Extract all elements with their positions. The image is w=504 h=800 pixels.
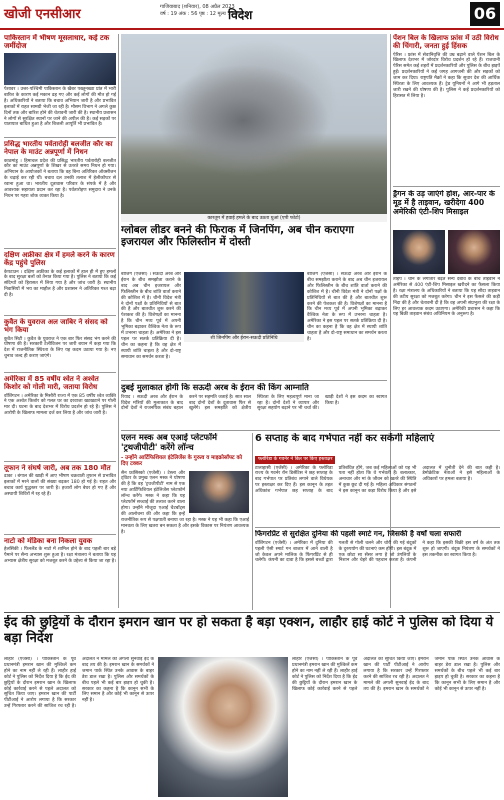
headline-africa: दक्षिण अफ्रीका क्षेत्र में हमले करने के कारण केंद्र पहुंचे पुलिस — [4, 251, 115, 268]
headline-america: अमेरिका में 85 वर्षीय श्वेत ने अश्वेत किशोर को गोली मारी, जताया विरोध — [4, 375, 99, 392]
dateline — [160, 4, 280, 18]
article-pregnancy — [255, 433, 500, 525]
divider — [4, 612, 500, 613]
imran-col3 — [292, 657, 500, 797]
body-america: वॉशिंगटन । अमेरिका के मिसौरी राज्य में एक 85 वर्षीय श्वेत व्यक्ति ने एक अश्वेत किशोर को गलत घर का दरवाजा खटखटाने पर गोली मार दी। घटना के बाद देशभर में विरोध प्रदर्शन हो रहे हैं। पुलिस ने आरोपी के खिलाफ मामला दर्ज कर लिया है और जांच जारी है। — [4, 393, 116, 417]
masthead — [0, 0, 504, 30]
main-photo-caption: कारतूम में हवाई हमले के बाद उठता धुआं (एपी फोटो) — [121, 214, 387, 222]
newspaper-logo: खोजी एनसीआर — [4, 7, 81, 22]
headline-dubai: दुबई मुलाकात होगी कि सऊदी अरब के ईरान की किंग आम्नाति — [121, 383, 309, 392]
headline-cyclone: तूफान ने संघर्ष जारी, अब तक 180 मौत — [4, 464, 111, 472]
divider — [4, 461, 116, 462]
body-pregnancy: टालाहासी (एजेंसी) । अमेरिका के फ्लोरिडा राज्य के गवर्नर रॉन डिसेंटिस ने छह सप्ताह के बाद गर्भपात पर प्रतिबंध लगाने वाले विधेयक पर हस्ताक्षर कर दिए हैं। इस कानून के तहत अधिकांश गर्भपात छह सप्ताह के बाद प्रतिबंधित होंगे, जब कई महिलाओं को यह भी पता नहीं होता कि वे गर्भवती हैं। बलात्कार, अनाचार और मां के जीवन को खतरे की स्थिति में कुछ छूट दी गई है। महिला अधिकार संगठनों ने इस कानून का कड़ा विरोध किया है और इसे अदालत में चुनौती देने की बात कही है। डेमोक्रेटिक नेताओं ने इसे महिलाओं के अधिकारों पर हमला बताया है। — [255, 465, 500, 495]
headline-smart-gun: फिंगरप्रिंट से सुरक्षित दुनिया की पहली स्मार्ट गन, जिसकी है वर्षों चला सफारी — [255, 530, 462, 538]
headline-kuwait: कुवैत के युवराज अल जाबिर ने संसद को भंग किया — [4, 318, 108, 335]
article-finland — [4, 537, 116, 607]
divider — [121, 380, 387, 381]
page-number: 06 — [470, 2, 500, 26]
body-ai-platform: सैन फ्रांसिस्को (एजेंसी) । टेस्ला और ट्विटर के प्रमुख एलन मस्क ने घोषणा की है कि वह 'ट्रथजीपीटी' नाम से एक नया आर्टिफिशियल इंटेलिजेंस प्लेटफॉर्म लॉन्च करेंगे। मस्क ने कहा कि यह प्लेटफॉर्म सच्चाई की तलाश करने वाला होगा। उन्होंने मौजूदा एआई चैटबॉट्स की आलोचना की और कहा कि इन्हें राजनीतिक रूप से पक्षपाती बनाया जा रहा है। मस्क ने यह भी कहा कि एआई मानवता के लिए खतरा बन सकता है और इसके विकास पर नियंत्रण आवश्यक है। — [121, 470, 249, 535]
body-kuwait: कुवैत सिटी । कुवैत के युवराज ने एक बार फिर संसद भंग करने की घोषणा की है। सरकारी टेलीविजन पर जारी बयान में कहा गया कि देश में राजनीतिक स्थिरता के लिए यह कदम उठाया गया है। नए चुनाव जल्द ही कराए जाएंगे। — [4, 336, 116, 360]
body-dubai: रियाद । सऊदी अरब और ईरान के विदेश मंत्रियों की मुलाकात के बाद दोनों देशों ने राजनयिक संबंध बहाल करने पर सहमति जताई है। सात साल बाद दोनों देशों के दूतावास फिर से खुलेंगे। इस समझौते को क्षेत्रीय स्थिरता के लिए महत्वपूर्ण माना जा रहा है। दोनों देशों ने व्यापार और सुरक्षा सहयोग बढ़ाने पर भी चर्चा की। खाड़ी देशों ने इस कदम का स्वागत किया है। — [121, 394, 387, 412]
photo-xi — [393, 230, 445, 274]
article-nepal — [4, 140, 116, 245]
article-africa — [4, 251, 116, 313]
global-leader-col1 — [121, 272, 181, 378]
headline-pregnancy: 6 सप्ताह के बाद गर्भपात नहीं कर सकेंगी महिलाएं — [255, 433, 435, 444]
article-france — [393, 34, 500, 184]
body-imran-continued: लाहौर (एजेंसी) । पाकिस्तान के पूर्व प्रधानमंत्री इमरान खान की मुश्किलें कम होने का नाम नहीं ले रही हैं। लाहौर हाई कोर्ट ने पुलिस को निर्देश दिया है कि ईद की छुट्टियों के दौरान इमरान खान के खिलाफ कोई कार्रवाई करने से पहले अदालत को सूचित किया जाए। इमरान खान की पार्टी पीटीआई ने आरोप लगाया है कि सरकार उन्हें गिरफ्तार करने की साजिश रच रही है। अदालत ने मामले की अगली सुनवाई ईद के बाद तय की है। इमरान खान के समर्थकों ने जमान पार्क स्थित उनके आवास के बाहर डेरा डाल रखा है। पुलिस और समर्थकों के बीच पहले भी कई बार झड़प हो चुकी है। सरकार का कहना है कि कानून सभी के लिए समान है और कोई भी कानून से ऊपर नहीं है। — [292, 657, 500, 692]
headline-france: पेंशन बिल के खिलाफ फ्रांस में उठी विरोध की चिंगारी, जनता हुई हिंसक — [393, 34, 499, 51]
divider — [393, 186, 500, 187]
divider — [4, 534, 116, 535]
body-taiwan: ताइपे । चीन के लगातार बढ़ते सैन्य दबाव के बीच ताइवान ने अमेरिका से 400 एंटी-शिप मिसाइल खरीदने का फैसला किया है। रक्षा मंत्रालय के अधिकारियों ने बताया कि यह सौदा ताइवान की तटीय सुरक्षा को मजबूत करेगा। चीन ने इस फैसले की कड़ी निंदा की है और चेतावनी दी है कि वह अपनी संप्रभुता की रक्षा के लिए हर आवश्यक कदम उठाएगा। अमेरिकी प्रशासन ने कहा कि यह बिक्री ताइवान संबंध अधिनियम के अनुरूप है। — [393, 277, 500, 318]
body-pak-rain: पेशावर । उत्तर-पश्चिमी पाकिस्तान के खैबर पख्तूनख्वा प्रांत में भारी बारिश के कारण कई मकान ढह गए और कई लोगों की मौत हो गई है। अधिकारियों ने बताया कि बचाव अभियान जारी है और प्रभावित इलाकों में राहत सामग्री भेजी जा रही है। मौसम विभाग ने अगले कुछ दिनों तक और बारिश होने की चेतावनी जारी की है। स्थानीय प्रशासन ने लोगों से सुरक्षित स्थानों पर जाने की अपील की है। कई सड़कों पर यातायात बाधित हुआ है और बिजली आपूर्ति भी प्रभावित है। — [4, 86, 116, 128]
divider — [4, 248, 116, 249]
photo-tsai — [448, 230, 500, 274]
headline-nepal: प्रसिद्ध भारतीय पर्वतारोही बलजीत कौर का नेपाल के माउंट अन्नपूर्णा में निधन — [4, 140, 113, 157]
dateline-issue: वर्ष : 19 अंक : 56 पृष्ठ : 12 मूल्य : 2 रुपये — [160, 11, 245, 17]
divider — [121, 430, 500, 431]
body-cyclone: ढाका । बंगाल की खाड़ी में आए भीषण चक्रवाती तूफान से प्रभावित इलाकों में मरने वालों की संख्या बढ़कर 180 हो गई है। राहत और बचाव कार्य युद्धस्तर पर जारी है। हजारों लोग बेघर हो गए हैं और अस्थायी शिविरों में रह रहे हैं। — [4, 474, 116, 497]
section-title: विदेश — [228, 8, 253, 22]
photo-pak-rain — [4, 53, 116, 85]
body-france: पेरिस । फ्रांस में सेवानिवृत्ति की उम्र बढ़ाने वाले पेंशन बिल के खिलाफ देशभर में जोरदार विरोध प्रदर्शन हो रहे हैं। राजधानी पेरिस समेत कई शहरों में प्रदर्शनकारियों और पुलिस के बीच झड़पें हुईं। प्रदर्शनकारियों ने कई जगह आगजनी की और सड़कों को जाम कर दिया। राष्ट्रपति मैक्रों ने कहा कि सुधार देश की आर्थिक स्थिरता के लिए आवश्यक हैं। ट्रेड यूनियनों ने आगे भी हड़ताल जारी रखने की घोषणा की है। पुलिस ने कई प्रदर्शनकारियों को हिरासत में लिया है। — [393, 52, 500, 99]
divider — [255, 527, 500, 528]
headline-taiwan: ड्रैगन के उड़ जाएंगे होश, आर-पार के मूड में है ताइवान, खरीदेगा 400 अमेरिकी एंटी-शिप मिसाइल — [393, 190, 495, 216]
article-dubai — [121, 383, 387, 427]
photo-imran — [158, 657, 288, 797]
headline-finland: नाटो को मंडिका बना निकला युवक — [4, 537, 93, 545]
body-finland: हेलसिंकी । फिनलैंड के नाटो में शामिल होने के बाद पहली बार बड़े पैमाने पर सैन्य अभ्यास शुरू हुआ है। रक्षा मंत्रालय ने बताया कि यह अभ्यास क्षेत्रीय सुरक्षा को मजबूत करने के उद्देश्य से किया जा रहा है। — [4, 547, 116, 565]
article-smart-gun — [255, 530, 500, 610]
column-divider — [118, 34, 119, 608]
imran-col1 — [4, 657, 154, 797]
article-ai-platform — [121, 433, 249, 610]
headline-imran: ईद की छुट्टियों के दौरान इमरान खान पर हो सकता है बड़ा एक्शन, लाहौर हाई कोर्ट ने पुलिस को दिया ये बड़ा निर्देश — [4, 615, 494, 646]
article-kuwait — [4, 318, 116, 370]
body-imran: लाहौर (एजेंसी) । पाकिस्तान के पूर्व प्रधानमंत्री इमरान खान की मुश्किलें कम होने का नाम नहीं ले रही हैं। लाहौर हाई कोर्ट ने पुलिस को निर्देश दिया है कि ईद की छुट्टियों के दौरान इमरान खान के खिलाफ कोई कार्रवाई करने से पहले अदालत को सूचित किया जाए। इमरान खान की पार्टी पीटीआई ने आरोप लगाया है कि सरकार उन्हें गिरफ्तार करने की साजिश रच रही है। अदालत ने मामले की अगली सुनवाई ईद के बाद तय की है। इमरान खान के समर्थकों ने जमान पार्क स्थित उनके आवास के बाहर डेरा डाल रखा है। पुलिस और समर्थकों के बीच पहले भी कई बार झड़प हो चुकी है। सरकार का कहना है कि कानून सभी के लिए समान है और कोई भी कानून से ऊपर नहीं है। — [4, 657, 154, 710]
article-taiwan — [393, 277, 500, 402]
headline-pak-rain: पाकिस्तान में भीषण मूसलाधार, कई टक जमींदोज — [4, 34, 110, 51]
divider — [4, 315, 116, 316]
article-pak-rain — [4, 34, 116, 134]
photo-leaders — [184, 272, 304, 334]
headline-global-leader: ग्लोबल लीडर बनने की फिराक में जिनपिंग, अब चीन कराएगा इजरायल और फिलिस्तीन में दोस्ती — [121, 224, 354, 249]
divider — [4, 137, 116, 138]
photo-ai — [189, 471, 249, 513]
photo-leaders-caption: शी जिनपिंग और ईरान-सऊदी प्रतिनिधि — [184, 334, 304, 342]
headline-ai-platform: एलन मस्क अब एआई प्लेटफॉर्म 'ट्रथजीपीटी' करेंगे लॉन्च — [121, 433, 218, 452]
subhead-pregnancy: फ्लोरिडा के गवर्नर ने बिल पर किए हस्ताक्षर — [255, 456, 335, 464]
global-leader-col3 — [307, 272, 387, 378]
main-photo-smoke — [121, 34, 387, 214]
body-africa: केपटाउन । दक्षिण अफ्रीका के कई इलाकों में हाल ही में हुए हमलों के बाद सुरक्षा बलों को तैनात किया गया है। पुलिस ने बताया कि कई संदिग्धों को हिरासत में लिया गया है और जांच जारी है। स्थानीय निवासियों में भय का माहौल है और प्रशासन ने अतिरिक्त गश्त बढ़ा दी है। — [4, 269, 116, 299]
body-nepal: काठमांडू । हिमाचल प्रदेश की प्रसिद्ध भारतीय पर्वतारोही बलजीत कौर का माउंट अन्नपूर्णा के शिखर से उतरते समय निधन हो गया। अभियान के आयोजकों ने बताया कि वह बिना अतिरिक्त ऑक्सीजन के चढ़ाई कर रही थीं। बचाव दल उनकी तलाश में हेलीकॉप्टर से रवाना हुआ था। भारतीय दूतावास परिवार के संपर्क में है और आवश्यक सहायता प्रदान कर रहा है। पर्वतारोहण समुदाय ने उनके निधन पर गहरा शोक व्यक्त किया है। — [4, 158, 116, 199]
body-smart-gun: वॉशिंगटन (एजेंसी) । अमेरिका में दुनिया की पहली ऐसी स्मार्ट गन बाजार में आने वाली है जो केवल अपने मालिक के फिंगरप्रिंट से ही चलेगी। कंपनी का दावा है कि इससे बच्चों द्वारा गलती से गोली चलने और चोरी की गई बंदूकों के दुरुपयोग की घटनाएं कम होंगी। इस बंदूक में एक छोटा सा सेंसर लगा है जो उंगलियों के निशान और चेहरे की पहचान करता है। कंपनी ने कहा कि इसकी बिक्री इस वर्ष के अंत तक शुरू हो जाएगी। बंदूक नियंत्रण के समर्थकों ने इस तकनीक का स्वागत किया है। — [255, 540, 500, 564]
divider — [4, 372, 116, 373]
subhead-ai-platform: - उन्होंने आर्टिफिशियल इंटेलिजेंस के गुरुत्व व माइक्रोसॉफ्ट को दिए टक्कर — [121, 454, 243, 468]
taiwan-headline-block — [393, 190, 500, 228]
column-divider — [252, 433, 253, 610]
body-global-leader: बीजिंग (एजेंसी) । सऊदी अरब और ईरान के बीच समझौता कराने के बाद अब चीन इजरायल और फिलिस्तीन के बीच शांति वार्ता कराने की कोशिश में है। चीनी विदेश मंत्री ने दोनों पक्षों के प्रतिनिधियों से बात की है और बातचीत शुरू करने की पेशकश की है। विशेषज्ञों का मानना है कि चीन मध्य पूर्व में अपनी भूमिका बढ़ाकर वैश्विक नेता के रूप में उभरना चाहता है। अमेरिका ने इस पहल पर सतर्क प्रतिक्रिया दी है। चीन का कहना है कि वह क्षेत्र में स्थायी शांति चाहता है और दो-राष्ट्र समाधान का समर्थन करता है। — [121, 272, 181, 360]
article-america — [4, 375, 116, 459]
global-leader-headline-block — [121, 224, 387, 270]
dateline-date: गाजियाबाद (शनिवार), 08 अप्रैल 2023 — [160, 4, 235, 10]
article-cyclone — [4, 464, 116, 532]
body-global-leader-continued: बीजिंग (एजेंसी) । सऊदी अरब और ईरान के बीच समझौता कराने के बाद अब चीन इजरायल और फिलिस्तीन के बीच शांति वार्ता कराने की कोशिश में है। चीनी विदेश मंत्री ने दोनों पक्षों के प्रतिनिधियों से बात की है और बातचीत शुरू करने की पेशकश की है। विशेषज्ञों का मानना है कि चीन मध्य पूर्व में अपनी भूमिका बढ़ाकर वैश्विक नेता के रूप में उभरना चाहता है। अमेरिका ने इस पहल पर सतर्क प्रतिक्रिया दी है। चीन का कहना है कि वह क्षेत्र में स्थायी शांति चाहता है और दो-राष्ट्र समाधान का समर्थन करता है। — [307, 272, 387, 342]
imran-headline-block — [4, 615, 500, 655]
